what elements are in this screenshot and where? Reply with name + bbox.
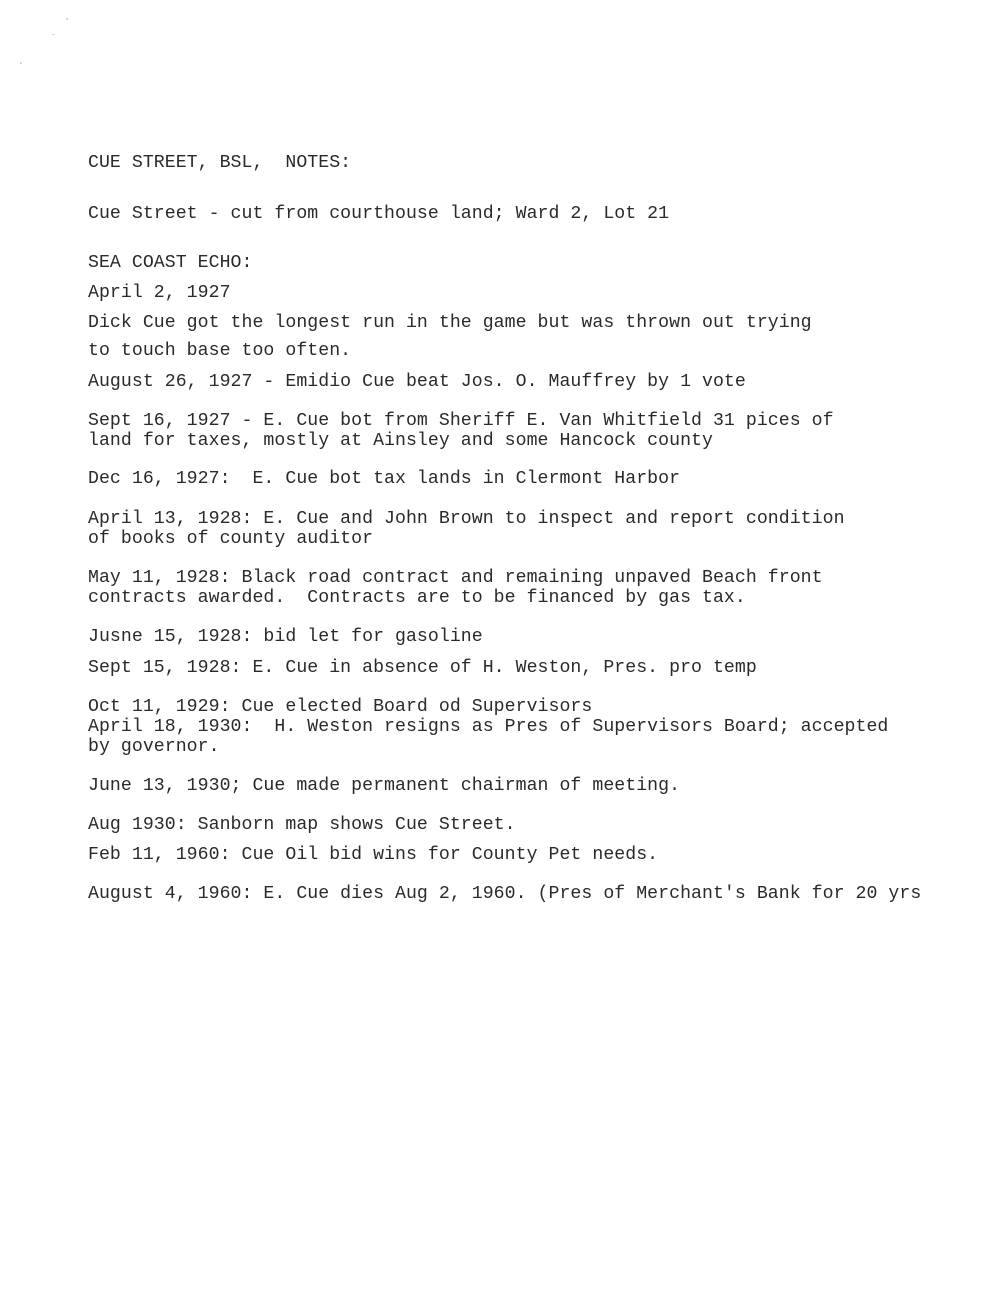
- paper-speck: [20, 62, 22, 64]
- entry-line: contracts awarded. Contracts are to be financed by gas tax.: [88, 588, 746, 608]
- notes-heading: CUE STREET, BSL, NOTES:: [88, 153, 352, 173]
- entry-line: Sept 15, 1928: E. Cue in absence of H. Weston, Pres. pro temp: [88, 658, 757, 678]
- entry-line: April 2, 1927: [88, 283, 231, 303]
- entry-line: April 13, 1928: E. Cue and John Brown to inspect and report condition: [88, 509, 845, 529]
- source-title: SEA COAST ECHO:: [88, 253, 253, 273]
- entry-line: by governor.: [88, 737, 220, 757]
- entry-line: June 13, 1930; Cue made permanent chairman of meeting.: [88, 776, 681, 796]
- entry-line: May 11, 1928: Black road contract and remaining unpaved Beach front: [88, 568, 823, 588]
- entry-line: Sept 16, 1927 - E. Cue bot from Sheriff E. Van Whitfield 31 pices of: [88, 411, 834, 431]
- entry-line: Oct 11, 1929: Cue elected Board od Supervisors: [88, 697, 593, 717]
- entry-line: April 18, 1930: H. Weston resigns as Pres of Supervisors Board; accepted: [88, 717, 889, 737]
- entry-line: of books of county auditor: [88, 529, 374, 549]
- entry-line: August 4, 1960: E. Cue dies Aug 2, 1960. (Pres of Merchant's Bank for 20 yrs: [88, 884, 922, 904]
- entry-line: August 26, 1927 - Emidio Cue beat Jos. O. Mauffrey by 1 vote: [88, 372, 746, 392]
- entry-line: Dick Cue got the longest run in the game but was thrown out trying: [88, 313, 812, 333]
- entry-line: Feb 11, 1960: Cue Oil bid wins for County Pet needs.: [88, 845, 659, 865]
- intro-line: Cue Street - cut from courthouse land; Ward 2, Lot 21: [88, 204, 670, 224]
- entry-line: land for taxes, mostly at Ainsley and some Hancock county: [88, 431, 713, 451]
- paper-speck: [66, 18, 68, 20]
- entry-line: Aug 1930: Sanborn map shows Cue Street.: [88, 815, 516, 835]
- entry-line: Dec 16, 1927: E. Cue bot tax lands in Clermont Harbor: [88, 469, 681, 489]
- entry-line: Jusne 15, 1928: bid let for gasoline: [88, 627, 483, 647]
- paper-speck: [52, 34, 55, 35]
- entry-line: to touch base too often.: [88, 341, 352, 361]
